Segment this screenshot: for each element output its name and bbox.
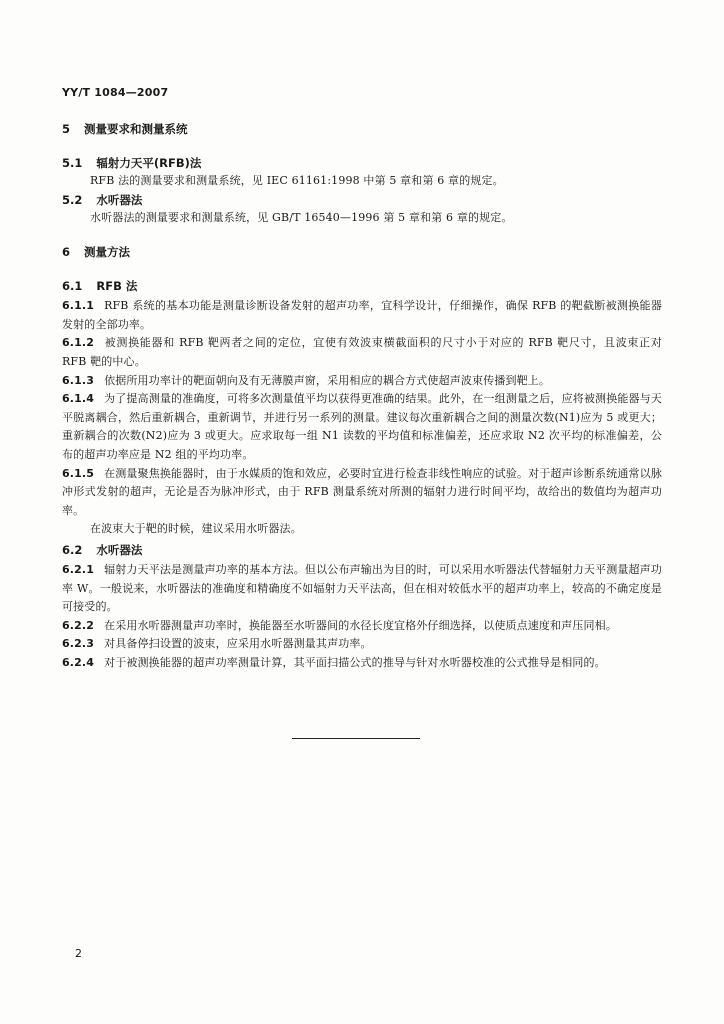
clause-text: 辐射力天平法是测量声功率的基本方法。但以公布声输出为目的时，可以采用水听器法代替辐射力天平测量超声功率 W。一般说来，水听器法的准确度和精确度不如辐射力天平法高，但在相对较低水平的超声功率上，较高的不确定度是可接受的。 [62,562,662,614]
section-title: 测量方法 [84,245,131,260]
clause-number: 6.1.1 [62,299,95,313]
section-number: 5.1 [62,156,83,170]
section-6-1-heading [62,277,662,295]
document-body [62,120,662,672]
section-title: 辐射力天平(RFB)法 [96,156,202,170]
clause-text: 对具备停扫设置的波束，应采用水听器测量其声功率。 [104,637,372,651]
clause-number: 6.1.4 [62,392,95,406]
section-number: 6.1 [62,279,83,294]
section-number: 5 [62,122,71,136]
clause-6-1-3 [62,372,662,391]
section-6-heading [62,243,662,261]
clause-number: 6.2.1 [62,562,95,576]
clause-text: RFB 系统的基本功能是测量诊断设备发射的超声功率，宜科学设计，仔细操作，确保 RFB 的靶截断被测换能器发射的全部功率。 [62,299,662,331]
standard-number: YY/T 1084—2007 [62,86,169,99]
section-5-1-text: RFB 法的测量要求和测量系统，见 IEC 61161:1998 中第 5 章和第 6 章的规定。 [90,174,504,187]
clause-number: 6.1.2 [62,336,95,350]
section-number: 6 [62,245,71,260]
section-title: 测量要求和测量系统 [84,122,188,136]
clause-6-1-1 [62,297,662,334]
section-5-2-text: 水听器法的测量要求和测量系统，见 GB/T 16540—1996 第 5 章和第 6 章的规定。 [90,210,513,224]
clause-6-1-5 [62,465,662,521]
clause-text: 在采用水听器测量声功率时，换能器至水听器间的水径长度宜格外仔细选择，以使质点速度和声压同相。 [104,618,617,632]
clause-number: 6.1.3 [62,373,95,387]
section-number: 6.2 [62,542,83,557]
page-number: 2 [75,947,82,960]
clause-6-1-2 [62,334,662,371]
clause-6-2-2 [62,617,662,636]
section-6-2-heading [62,541,662,559]
clause-number: 6.2.4 [62,655,95,669]
section-title: RFB 法 [96,279,138,294]
section-title: 水听器法 [96,542,143,557]
end-rule [292,738,420,739]
clause-text: 被测换能器和 RFB 靶两者之间的定位，宜使有效波束横截面积的尺寸小于对应的 RFB 靶尺寸，且波束正对 RFB 靶的中心。 [62,336,662,368]
clause-6-2-1 [62,561,662,617]
section-5-1-heading [62,154,662,172]
clause-6-2-4 [62,654,662,673]
clause-number: 6.2.2 [62,618,95,632]
clause-text: 依据所用功率计的靶面朝向及有无薄膜声窗，采用相应的耦合方式使超声波束传播到靶上。 [104,373,551,387]
section-5-2-heading [62,191,662,209]
section-number: 5.2 [62,192,83,207]
clause-6-2-3 [62,635,662,654]
clause-6-1-5-note: 在波束大于靶的时候，建议采用水听器法。 [90,522,302,536]
clause-number: 6.2.3 [62,637,95,651]
section-title: 水听器法 [96,192,143,207]
clause-text: 对于被测换能器的超声功率测量计算，其平面扫描公式的推导与针对水听器校准的公式推导是相同的。 [104,655,606,669]
clause-text: 在测量聚焦换能器时，由于水媒质的饱和效应，必要时宜进行检查非线性响应的试验。对于超声诊断系统通常以脉冲形式发射的超声，无论是否为脉冲形式，由于 RFB 测量系统对所测的辐射力进行时间平均，故给出的数值均为超声功率。 [62,466,662,517]
section-5-heading [62,120,662,138]
clause-6-1-4 [62,390,662,464]
clause-text: 为了提高测量的准确度，可将多次测量值平均以获得更准确的结果。此外，在一组测量之后，应将被测换能器与天平脱离耦合，然后重新耦合，重新调节，并进行另一系列的测量。建议每次重新耦合之间的测量次数(N1)应为 5 或更大；重新耦合的次数(N2)应为 3 或更大。应求取每一组 N1 读数的平均值和标准偏差，还应求取 N2 次平均的标准偏差，公布的超声功率应是 N2 组的平均功率。 [62,392,662,461]
clause-number: 6.1.5 [62,466,95,480]
